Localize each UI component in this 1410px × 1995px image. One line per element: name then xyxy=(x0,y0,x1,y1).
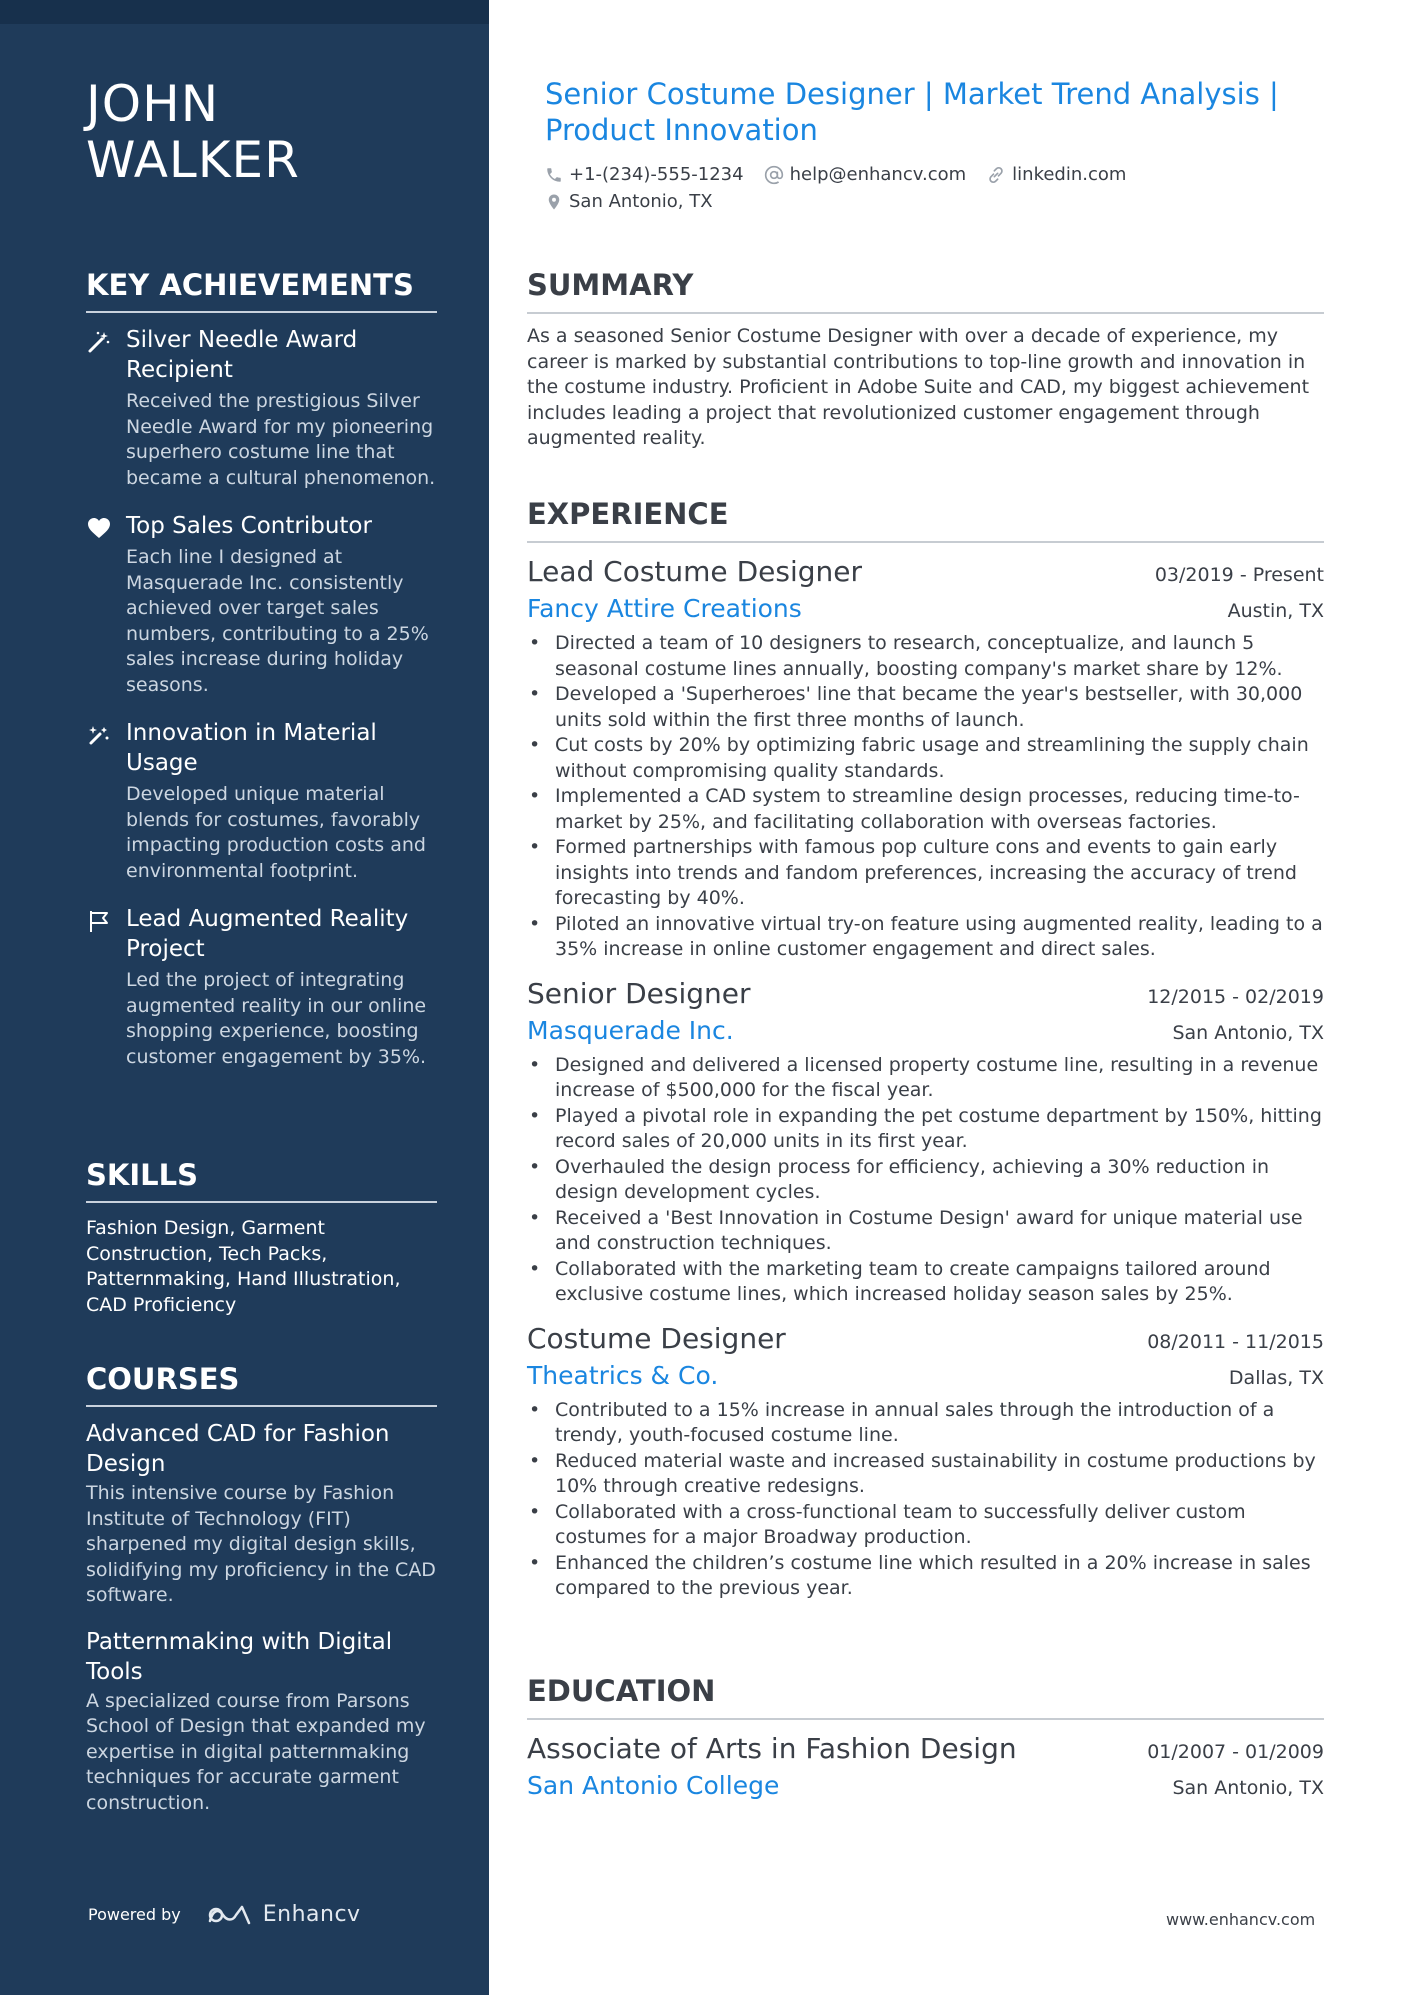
job-bullet: • Reduced material waste and increased sustainability in costume productions by 10% through creative redesigns. xyxy=(527,1449,1324,1500)
job-bullets xyxy=(527,1398,1324,1602)
job-bullets xyxy=(527,1053,1324,1308)
job-bullet: • Formed partnerships with famous pop culture cons and events to gain early insights into trends and fandom preferences, increasing the accuracy of trend forecasting by 40%. xyxy=(527,835,1324,912)
achievement-item xyxy=(86,511,437,698)
achievement-item xyxy=(86,718,437,884)
phone-text: +1-(234)-555-1234 xyxy=(569,164,744,185)
degree-title: Associate of Arts in Fashion Design xyxy=(527,1732,1017,1765)
phone-icon xyxy=(545,166,563,184)
achievements-heading: KEY ACHIEVEMENTS xyxy=(86,268,437,313)
job-entry xyxy=(527,975,1324,1308)
job-bullet: • Collaborated with a cross-functional team to successfully deliver custom costumes for a major Broadway production. xyxy=(527,1500,1324,1551)
achievement-desc: Developed unique material blends for costumes, favorably impacting production costs and environmental footprint. xyxy=(126,783,426,882)
contact-location xyxy=(545,191,713,212)
job-dates: 08/2011 - 11/2015 xyxy=(1147,1330,1324,1353)
flag-icon xyxy=(86,908,112,934)
job-bullet: • Collaborated with the marketing team to create campaigns tailored around exclusive costume lines, which increased holiday season sales by 25%. xyxy=(527,1257,1324,1308)
courses-section xyxy=(86,1362,437,1816)
at-icon xyxy=(764,165,784,185)
job-bullets xyxy=(527,631,1324,963)
achievement-title: Lead Augmented Reality Project xyxy=(126,906,409,962)
contact-row xyxy=(545,164,1146,185)
location-text: San Antonio, TX xyxy=(569,191,713,212)
job-header xyxy=(527,1320,1324,1358)
job-entry xyxy=(527,553,1324,963)
courses-heading: COURSES xyxy=(86,1362,437,1407)
footer-url[interactable]: www.enhancv.com xyxy=(1166,1910,1316,1929)
contact-email[interactable] xyxy=(764,164,967,185)
job-title: Senior Designer xyxy=(527,976,751,1010)
powered-by xyxy=(88,1902,361,1927)
job-title: Costume Designer xyxy=(527,1321,786,1355)
achievement-item xyxy=(86,904,437,1070)
link-icon xyxy=(986,165,1006,185)
summary-section xyxy=(527,268,1324,452)
achievement-title: Top Sales Contributor xyxy=(126,513,372,539)
job-bullet: • Received a 'Best Innovation in Costume Design' award for unique material use and construction techniques. xyxy=(527,1206,1324,1257)
course-desc: This intensive course by Fashion Institute of Technology (FIT) sharpened my digital design skills, solidifying my proficiency in the CAD software. xyxy=(86,1482,436,1606)
job-bullet: • Cut costs by 20% by optimizing fabric usage and streamlining the supply chain without compromising quality standards. xyxy=(527,733,1324,784)
job-header xyxy=(527,553,1324,591)
course-item xyxy=(86,1419,437,1609)
job-bullet: • Enhanced the children’s costume line which resulted in a 20% increase in sales compared to the previous year. xyxy=(527,1551,1324,1602)
sidebar-top-bar xyxy=(0,0,489,24)
course-desc: A specialized course from Parsons School of Design that expanded my expertise in digital patternmaking techniques for accurate garment construction. xyxy=(86,1689,426,1814)
job-dates: 03/2019 - Present xyxy=(1154,564,1324,586)
skills-section xyxy=(86,1158,437,1318)
experience-section xyxy=(527,497,1324,1602)
headline: Senior Costume Designer | Market Trend Analysis | Product Innovation xyxy=(545,77,1279,147)
job-company: Fancy Attire Creations xyxy=(527,594,802,623)
powered-by-label: Powered by xyxy=(88,1905,181,1924)
job-subheader xyxy=(527,1358,1324,1394)
achievement-title: Innovation in Material Usage xyxy=(126,720,377,776)
job-bullet: • Directed a team of 10 designers to research, conceptualize, and launch 5 seasonal costume lines annually, boosting company's market share by 12%. xyxy=(527,631,1324,682)
experience-heading: EXPERIENCE xyxy=(527,497,1324,543)
job-bullet: • Played a pivotal role in expanding the pet costume department by 150%, hitting record sales of 20,000 units in its first year. xyxy=(527,1104,1324,1155)
job-bullet: • Overhauled the design process for efficiency, achieving a 30% reduction in design development cycles. xyxy=(527,1155,1324,1206)
achievement-item xyxy=(86,325,437,491)
email-text: help@enhancv.com xyxy=(789,164,967,185)
job-bullet: • Designed and delivered a licensed property costume line, resulting in a revenue increase of $500,000 for the fiscal year. xyxy=(527,1053,1324,1104)
job-company: Masquerade Inc. xyxy=(527,1015,734,1045)
achievement-title: Silver Needle Award Recipient xyxy=(126,327,358,383)
education-section xyxy=(527,1674,1324,1804)
course-item xyxy=(86,1627,437,1817)
skills-heading: SKILLS xyxy=(86,1158,437,1203)
summary-text: As a seasoned Senior Costume Designer with over a decade of experience, my career is marked by substantial contributions to top-line growth and innovation in the costume industry. Proficient in Adobe Suite and CAD, my biggest achievement includes leading a project that revolutionized customer engagement through augmented reality. xyxy=(527,325,1310,449)
job-bullet: • Contributed to a 15% increase in annual sales through the introduction of a trendy, youth-focused costume line. xyxy=(527,1398,1324,1449)
job-entry xyxy=(527,1320,1324,1602)
enhancv-brand[interactable] xyxy=(207,1902,361,1927)
last-name: WALKER xyxy=(86,131,300,189)
job-bullet: • Implemented a CAD system to streamline design processes, reducing time-to-market by 25%, and facilitating collaboration with overseas factories. xyxy=(527,784,1324,835)
enhancv-logo-icon xyxy=(207,1903,253,1927)
job-location: Austin, TX xyxy=(1227,600,1324,622)
education-entry xyxy=(527,1730,1324,1804)
summary-heading: SUMMARY xyxy=(527,268,1324,314)
enhancv-brand-name: Enhancv xyxy=(262,1902,361,1927)
education-dates: 01/2007 - 01/2009 xyxy=(1147,1741,1324,1763)
location-pin-icon xyxy=(545,192,563,212)
first-name: JOHN xyxy=(86,75,220,133)
sparkle-wand-icon xyxy=(86,722,112,748)
job-subheader xyxy=(527,1013,1324,1049)
course-title: Advanced CAD for Fashion Design xyxy=(86,1421,390,1477)
education-heading: EDUCATION xyxy=(527,1674,1324,1720)
linkedin-text: linkedin.com xyxy=(1012,164,1127,185)
school-name: San Antonio College xyxy=(527,1771,780,1800)
job-subheader xyxy=(527,591,1324,627)
education-subheader xyxy=(527,1768,1324,1804)
job-company: Theatrics & Co. xyxy=(527,1360,719,1390)
job-dates: 12/2015 - 02/2019 xyxy=(1147,985,1324,1008)
job-bullet: • Piloted an innovative virtual try-on feature using augmented reality, leading to a 35% increase in online customer engagement and direct sales. xyxy=(527,912,1324,963)
achievement-desc: Led the project of integrating augmented reality in our online shopping experience, boosting customer engagement by 35%. xyxy=(126,969,427,1068)
contact-linkedin[interactable] xyxy=(986,164,1126,185)
achievements-section xyxy=(86,268,437,1070)
education-header xyxy=(527,1730,1324,1768)
skills-list: Fashion Design, Garment Construction, Tech Packs, Patternmaking, Hand Illustration, CAD Proficiency xyxy=(86,1217,401,1316)
job-bullet: • Developed a 'Superheroes' line that became the year's bestseller, with 30,000 units sold within the first three months of launch. xyxy=(527,682,1324,733)
job-title: Lead Costume Designer xyxy=(527,555,862,588)
achievement-desc: Each line I designed at Masquerade Inc. consistently achieved over target sales numbers, contributing to a 25% sales increase during holiday seasons. xyxy=(126,546,429,696)
job-location: Dallas, TX xyxy=(1228,1366,1324,1389)
candidate-name xyxy=(86,76,300,188)
job-location: San Antonio, TX xyxy=(1172,1021,1324,1044)
achievement-desc: Received the prestigious Silver Needle Award for my pioneering superhero costume line that became a cultural phenomenon. xyxy=(126,390,436,489)
course-title: Patternmaking with Digital Tools xyxy=(86,1628,393,1685)
contact-phone[interactable] xyxy=(545,164,744,185)
school-location: San Antonio, TX xyxy=(1172,1777,1324,1799)
contact-row-2 xyxy=(545,191,733,212)
heart-icon xyxy=(86,515,112,541)
job-header xyxy=(527,975,1324,1013)
sidebar xyxy=(0,0,489,1995)
magic-wand-icon xyxy=(86,329,112,355)
